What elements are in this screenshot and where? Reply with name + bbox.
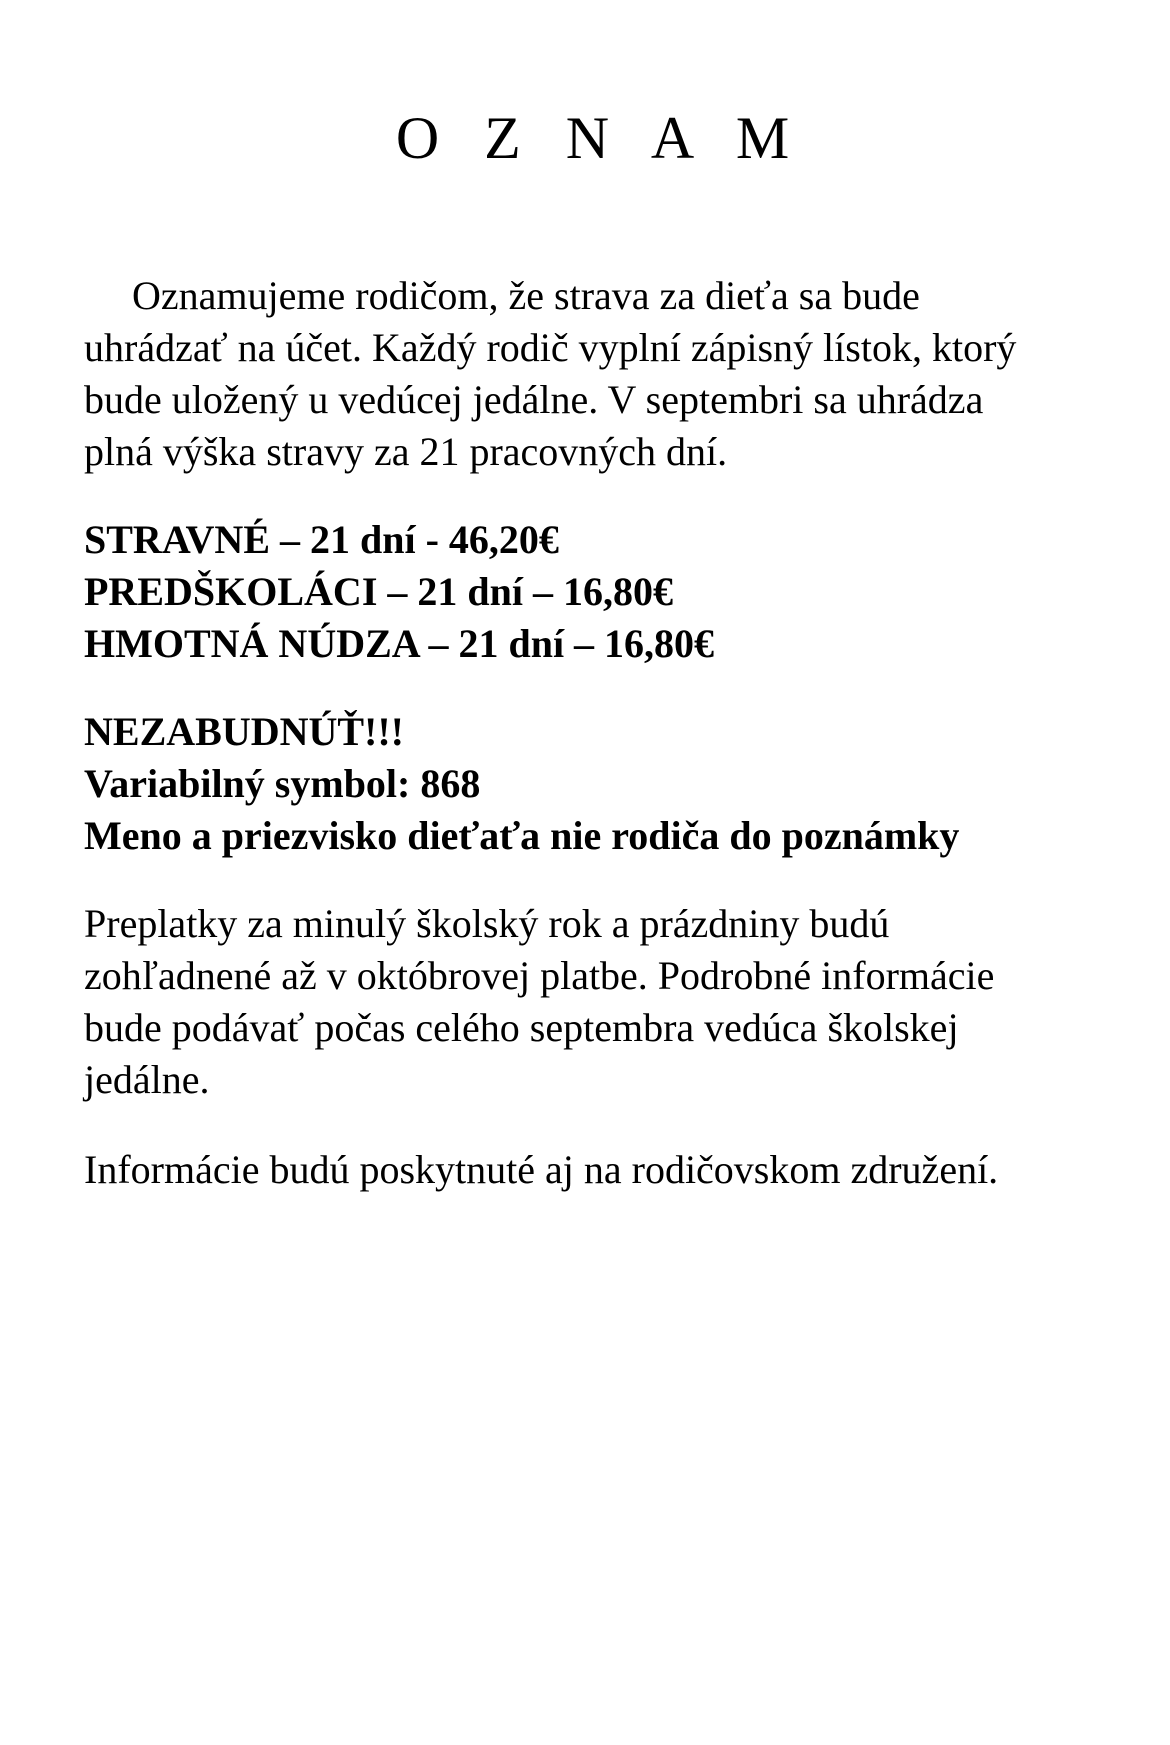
overpayments-line: zohľadnené až v októbrovej platbe. Podrobné informácie <box>84 953 995 998</box>
overpayments-line: bude podávať počas celého septembra vedúca školskej <box>84 1005 959 1050</box>
reminder-heading: NEZABUDNÚŤ!!! <box>84 709 404 754</box>
overpayments-line: jedálne. <box>84 1057 210 1102</box>
price-line-stravne: STRAVNÉ – 21 dní - 46,20€ <box>84 517 559 562</box>
info-line: Informácie budú poskytnuté aj na rodičovskom združení. <box>84 1147 999 1192</box>
payment-reminder <box>84 706 1094 862</box>
info-paragraph <box>84 1144 1094 1196</box>
notice-title: O Z N A M <box>395 105 805 171</box>
payment-note-instruction: Meno a priezvisko dieťaťa nie rodiča do poznámky <box>84 813 960 858</box>
overpayments-paragraph <box>84 898 1094 1106</box>
price-list <box>84 514 1094 670</box>
price-line-hmotna-nudza: HMOTNÁ NÚDZA – 21 dní – 16,80€ <box>84 621 715 666</box>
intro-paragraph <box>84 270 1094 478</box>
intro-line: uhrádzať na účet. Každý rodič vyplní zápisný lístok, ktorý <box>84 325 1017 370</box>
variable-symbol: Variabilný symbol: 868 <box>84 761 481 806</box>
intro-line: bude uložený u vedúcej jedálne. V septembri sa uhrádza <box>84 377 984 422</box>
intro-line: plná výška stravy za 21 pracovných dní. <box>84 429 728 474</box>
overpayments-line: Preplatky za minulý školský rok a prázdniny budú <box>84 901 890 946</box>
price-line-predskolaci: PREDŠKOLÁCI – 21 dní – 16,80€ <box>84 569 673 614</box>
intro-line: Oznamujeme rodičom, že strava za dieťa sa bude <box>132 273 920 318</box>
